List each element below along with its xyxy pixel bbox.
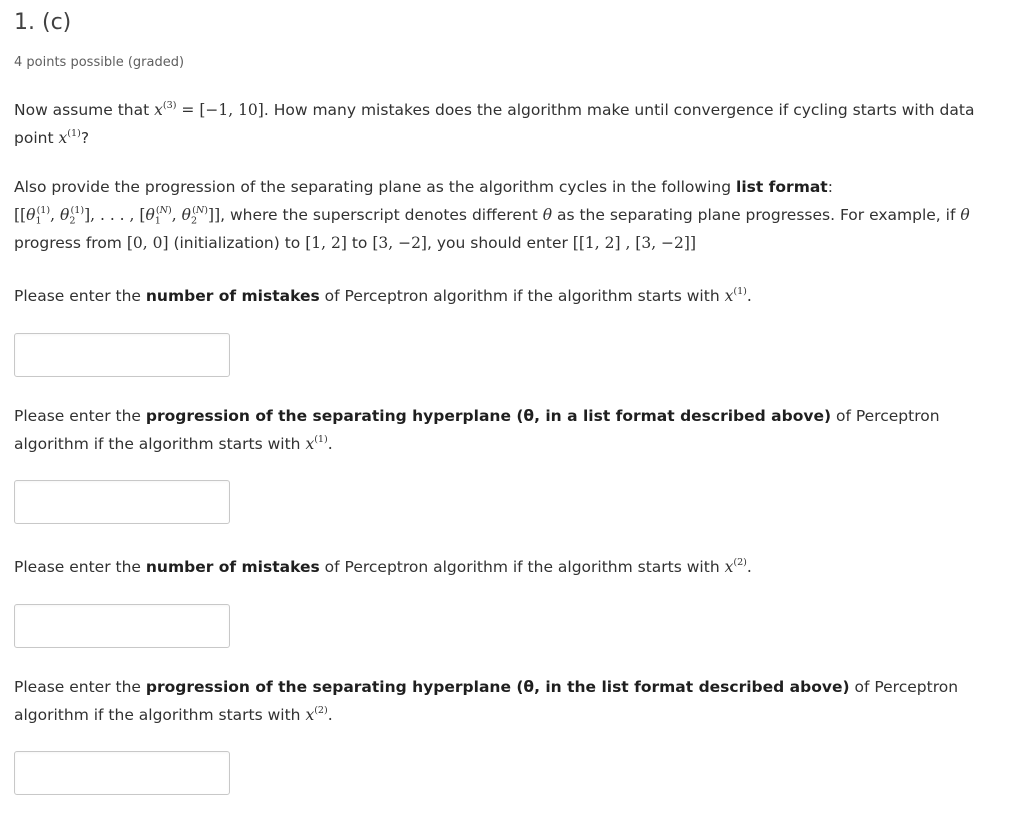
question-1-suffix: of Perceptron algorithm if the algorithm starts with [319, 287, 725, 305]
question-2-suffix: of Perceptron algorithm if the algorithm starts with [14, 407, 940, 453]
question-1-prompt [14, 282, 1004, 310]
question-1-point: $x^{(1)}$. [724, 285, 752, 305]
question-3-prefix: Please enter the [14, 558, 146, 576]
format-colon: : [827, 178, 833, 196]
format-text-3: , where the superscript denotes different [220, 206, 543, 224]
question-2-prefix: Please enter the [14, 407, 146, 425]
question-4-prompt [14, 673, 1004, 729]
theta-symbol-2: θ [960, 206, 970, 224]
x1-symbol: $x^{(1)}$ [58, 127, 81, 147]
problem-title: 1. (c) [14, 10, 72, 35]
x3-value: = [−1, 10] [181, 101, 264, 119]
answer-input-1[interactable] [14, 333, 230, 377]
intro-text-1: Now assume that [14, 101, 155, 119]
question-3-point-index: (2) [733, 556, 747, 568]
question-3-suffix: of Perceptron algorithm if the algorithm starts with [319, 558, 725, 576]
question-4-bold: progression of the separating hyperplane (θ, in the list format described above) [145, 678, 850, 696]
x3-symbol: $x^{(3)}$ [154, 99, 177, 119]
format-text-4: as the separating plane progresses. For example, if [552, 206, 961, 224]
question-1-prefix: Please enter the [14, 287, 146, 305]
theta-symbol: θ [542, 206, 553, 224]
question-3-bold: number of mistakes [145, 558, 320, 576]
answer-input-3[interactable] [14, 604, 230, 648]
points-possible: 4 points possible (graded) [14, 55, 185, 70]
format-paragraph [14, 173, 1004, 257]
format-text-5: progress from [14, 234, 127, 252]
answer-input-4[interactable] [14, 751, 230, 795]
answer-input-2[interactable] [14, 480, 230, 524]
format-text-7: to [346, 234, 373, 252]
intro-paragraph [14, 96, 1004, 152]
question-4-point-index: (2) [314, 704, 328, 716]
question-3-point: $x^{(2)}$. [724, 556, 752, 576]
question-1-bold: number of mistakes [145, 287, 320, 305]
format-bold-list-format: list format [736, 178, 828, 196]
math-a: [1, 2] [305, 234, 347, 252]
question-1-point-index: (1) [733, 285, 747, 297]
question-2-bold: progression of the separating hyperplane (θ, in a list format described above) [145, 407, 832, 425]
intro-text-3: ? [80, 129, 90, 147]
question-4-suffix: of Perceptron algorithm if the algorithm starts with [14, 678, 959, 724]
question-2-point: $x^{(1)}$. [305, 433, 333, 453]
math-init: [0, 0] [126, 234, 169, 252]
math-b: [3, −2] [372, 234, 427, 252]
question-4-prefix: Please enter the [14, 678, 146, 696]
intro-text-2: . How many mistakes does the algorithm make until convergence if cycling starts with data point [14, 101, 975, 147]
format-text-8: , you should enter [426, 234, 573, 252]
format-text-6: (initialization) to [168, 234, 306, 252]
list-format-formula: [[$\theta_1^{(1)}$, $\theta_2^{(1)}$], . . . , [$\theta_1^{(N)}$, $\theta_2^{(N)}$]] [14, 204, 221, 227]
question-2-point-index: (1) [314, 433, 328, 445]
question-3-prompt [14, 553, 1004, 581]
question-2-prompt [14, 402, 1004, 458]
question-4-point: $x^{(2)}$. [305, 704, 333, 724]
format-text-1: Also provide the progression of the separating plane as the algorithm cycles in the following [14, 178, 736, 196]
math-example: [[1, 2] , [3, −2]] [572, 234, 697, 252]
